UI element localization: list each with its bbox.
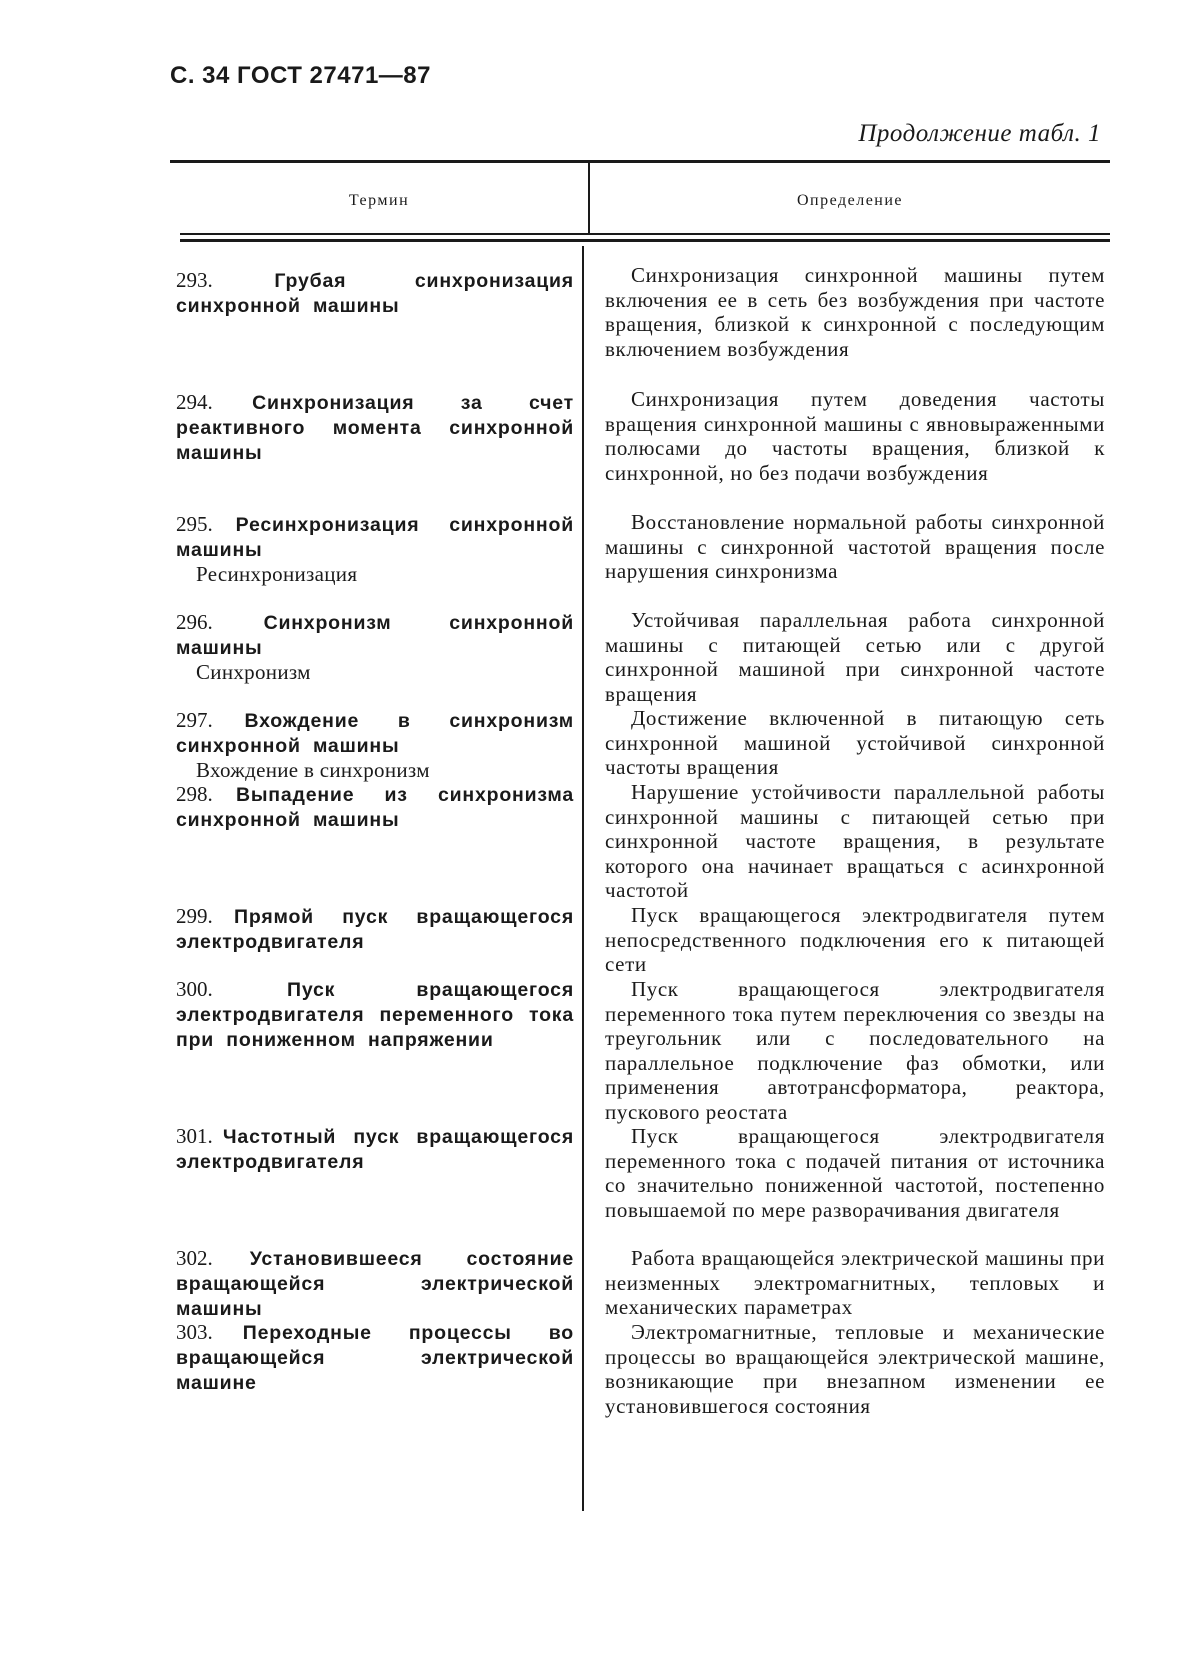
table-header-rule-lower <box>180 239 1110 242</box>
term-299: 299. Прямой пуск вращающегося электродвигателя <box>176 904 574 953</box>
term-name: Пуск вращающегося электродвигателя переменного тока при пониженном напряжении <box>176 979 574 1051</box>
term-name: Вхождение в синхронизм синхронной машины <box>176 710 574 757</box>
term-name: Грубая синхронизация синхронной машины <box>176 270 574 317</box>
term-name: Переходные процессы во вращающейся электрической машине <box>176 1322 575 1394</box>
table-top-rule <box>170 160 1110 163</box>
definition-293: Синхронизация синхронной машины путем включения ее в сеть без возбуждения при частоте вращения, близкой к синхронной с последующим включением возбуждения <box>605 263 1105 361</box>
table-header-rule-upper <box>180 233 1110 235</box>
term-293: 293. Грубая синхронизация синхронной машины <box>176 268 574 317</box>
term-synonym: Синхронизм <box>196 660 311 684</box>
definition-297: Достижение включенной в питающую сеть синхронной машиной устойчивой синхронной частоты вращения <box>605 706 1105 779</box>
term-name: Синхронизм синхронной машины <box>176 612 574 659</box>
definition-301: Пуск вращающегося электродвигателя переменного тока с подачей питания от источника со значительно пониженной частотой, постепенно повышаемой по мере разворачивания двигателя <box>605 1124 1105 1222</box>
column-divider-body <box>582 246 584 1511</box>
table-continuation-caption: Продолжение табл. 1 <box>858 120 1101 147</box>
definition-303: Электромагнитные, тепловые и механические процессы во вращающейся электрической машине, возникающие при внезапном изменении ее установившегося состояния <box>605 1320 1105 1418</box>
term-295: 295. Ресинхронизация синхронной машины Ресинхронизация <box>176 512 574 586</box>
term-name: Прямой пуск вращающегося электродвигателя <box>176 906 574 953</box>
column-header-term: Термин <box>348 192 410 209</box>
definition-295: Восстановление нормальной работы синхронной машины с синхронной частотой вращения после нарушения синхронизма <box>605 510 1105 583</box>
term-296: 296. Синхронизм синхронной машины Синхронизм <box>176 610 574 684</box>
column-header-definition: Определение <box>796 192 904 209</box>
term-synonym: Ресинхронизация <box>196 562 358 586</box>
definition-296: Устойчивая параллельная работа синхронной машины с питающей сетью или с другой синхронной машиной при синхронной частоте вращения <box>605 608 1105 706</box>
term-name: Выпадение из синхронизма синхронной машины <box>176 784 575 831</box>
term-301: 301. Частотный пуск вращающегося электродвигателя <box>176 1124 574 1173</box>
term-synonym: Вхождение в синхронизм <box>196 758 430 782</box>
term-300: 300. Пуск вращающегося электродвигателя переменного тока при пониженном напряжении <box>176 977 574 1051</box>
definition-294: Синхронизация путем доведения частоты вращения синхронной машины с явновыраженными полюсами до частоты вращения, близкой к синхронной, но без подачи возбуждения <box>605 387 1105 485</box>
term-302: 302. Установившееся состояние вращающейся электрической машины <box>176 1246 574 1320</box>
definition-298: Нарушение устойчивости параллельной работы синхронной машины с питающей сетью при синхронной частоте вращения, в результате которого она начинает вращаться с асинхронной частотой <box>605 780 1105 902</box>
definition-302: Работа вращающейся электрической машины при неизменных электромагнитных, тепловых и механических параметрах <box>605 1246 1105 1319</box>
definition-299: Пуск вращающегося электродвигателя путем непосредственного подключения его к питающей сети <box>605 903 1105 976</box>
term-297: 297. Вхождение в синхронизм синхронной машины Вхождение в синхронизм <box>176 708 574 782</box>
term-294: 294. Синхронизация за счет реактивного момента синхронной машины <box>176 390 574 464</box>
term-name: Ресинхронизация синхронной машины <box>176 514 574 561</box>
term-name: Установившееся состояние вращающейся электрической машины <box>176 1248 574 1320</box>
term-298: 298. Выпадение из синхронизма синхронной машины <box>176 782 575 831</box>
term-name: Частотный пуск вращающегося электродвигателя <box>176 1126 574 1173</box>
definition-300: Пуск вращающегося электродвигателя переменного тока путем переключения со звезды на треугольник или с последовательного на параллельное подключение фаз обмотки, или применения автотрансформатора, реактора, пускового реостата <box>605 977 1105 1124</box>
term-303: 303. Переходные процессы во вращающейся электрической машине <box>176 1320 575 1394</box>
page-reference: С. 34 ГОСТ 27471—87 <box>170 62 431 89</box>
term-name: Синхронизация за счет реактивного момента синхронной машины <box>176 392 574 464</box>
